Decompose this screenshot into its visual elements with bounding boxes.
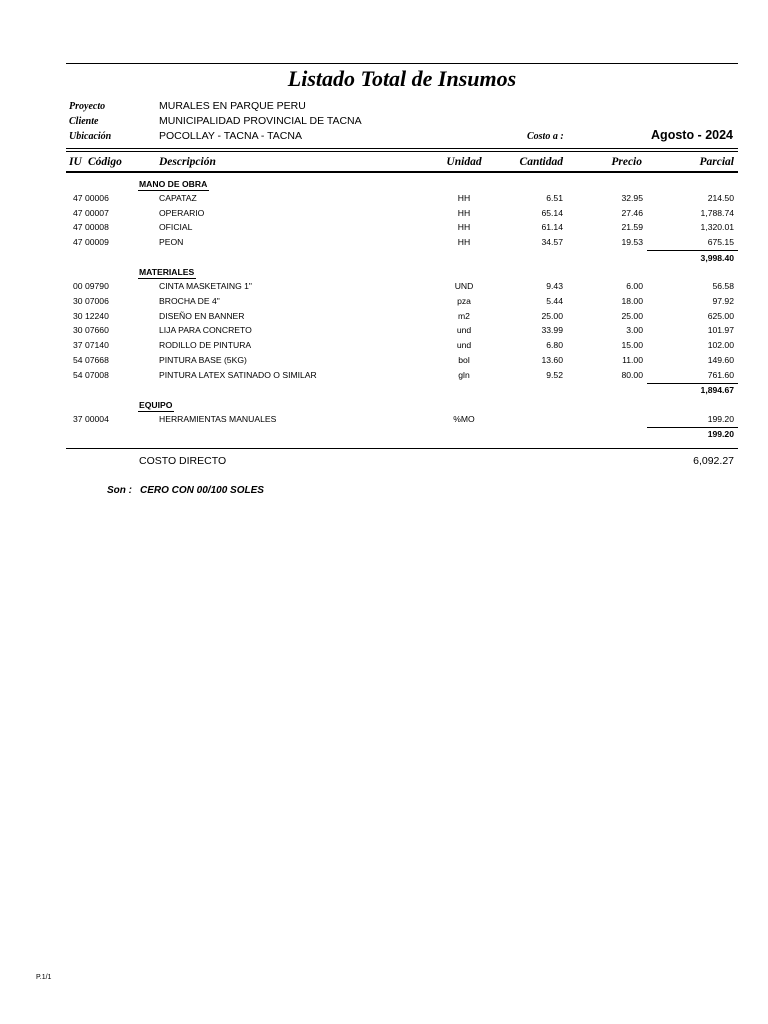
section-heading-mano-de-obra: MANO DE OBRA (139, 179, 208, 189)
descripcion-cell: CAPATAZ (159, 193, 197, 203)
subtotal-mano-de-obra: 3,998.40 (700, 253, 734, 263)
cantidad-cell: 25.00 (541, 311, 563, 321)
table-row (0, 340, 768, 353)
precio-cell: 15.00 (621, 340, 643, 350)
codigo-cell: 47 00008 (73, 222, 109, 232)
parcial-cell: 56.58 (712, 281, 734, 291)
costo-a-label: Costo a : (527, 131, 564, 142)
codigo-cell: 00 09790 (73, 281, 109, 291)
proyecto-value: MURALES EN PARQUE PERU (159, 100, 306, 112)
son-label: Son : (107, 485, 132, 496)
parcial-cell: 101.97 (707, 325, 734, 335)
parcial-cell: 97.92 (712, 296, 734, 306)
unidad-cell: und (456, 340, 472, 350)
table-row (0, 325, 768, 338)
subtotal-materiales: 1,894.67 (700, 385, 734, 395)
ubicacion-label: Ubicación (69, 131, 112, 142)
precio-cell: 6.00 (626, 281, 643, 291)
cantidad-cell: 61.14 (541, 222, 563, 232)
codigo-cell: 54 07668 (73, 355, 109, 365)
unidad-cell: %MO (453, 414, 475, 424)
codigo-cell: 37 07140 (73, 340, 109, 350)
precio-cell: 80.00 (621, 370, 643, 380)
codigo-cell: 47 00006 (73, 193, 109, 203)
son-value: CERO CON 00/100 SOLES (140, 485, 264, 496)
precio-cell: 11.00 (622, 355, 643, 365)
precio-cell: 21.59 (621, 222, 643, 232)
parcial-cell: 199.20 (707, 414, 734, 424)
col-cantidad: Cantidad (519, 156, 563, 168)
subtotal-rule (647, 427, 738, 428)
cantidad-cell: 65.14 (541, 208, 563, 218)
unidad-cell: gln (458, 370, 470, 380)
precio-cell: 25.00 (621, 311, 643, 321)
unidad-cell: bol (458, 355, 470, 365)
unidad-cell: HH (457, 193, 471, 203)
page-title: Listado Total de Insumos (287, 66, 517, 91)
cantidad-cell: 33.99 (541, 325, 563, 335)
codigo-cell: 47 00009 (73, 237, 109, 247)
table-row (0, 193, 768, 206)
top-rule (66, 63, 738, 64)
unidad-cell: UND (454, 281, 474, 291)
unidad-cell: HH (457, 222, 471, 232)
unidad-cell: HH (457, 208, 471, 218)
col-codigo: Código (88, 156, 122, 168)
parcial-cell: 149.60 (707, 355, 734, 365)
col-parcial: Parcial (699, 156, 734, 168)
table-row (0, 414, 768, 427)
table-row (0, 237, 768, 250)
parcial-cell: 214.50 (707, 193, 734, 203)
parcial-cell: 625.00 (707, 311, 734, 321)
table-row (0, 281, 768, 294)
table-row (0, 370, 768, 383)
descripcion-cell: CINTA MASKETAING 1" (159, 281, 252, 291)
table-row (0, 355, 768, 368)
descripcion-cell: OFICIAL (159, 222, 193, 232)
costo-directo-value: 6,092.27 (693, 455, 734, 467)
header-rule-2 (66, 151, 738, 152)
ubicacion-value: POCOLLAY - TACNA - TACNA (159, 130, 302, 142)
unidad-cell: m2 (458, 311, 470, 321)
descripcion-cell: BROCHA DE 4" (159, 296, 220, 306)
precio-cell: 27.46 (621, 208, 643, 218)
descripcion-cell: LIJA PARA CONCRETO (159, 325, 252, 335)
cliente-label: Cliente (69, 116, 99, 127)
proyecto-label: Proyecto (69, 101, 106, 112)
parcial-cell: 675.15 (707, 237, 734, 247)
precio-cell: 3.00 (626, 325, 643, 335)
col-descripcion: Descripción (159, 156, 216, 168)
table-row (0, 208, 768, 221)
cliente-value: MUNICIPALIDAD PROVINCIAL DE TACNA (159, 115, 362, 127)
descripcion-cell: RODILLO DE PINTURA (159, 340, 252, 350)
header-rule-1 (66, 148, 738, 149)
precio-cell: 19.53 (621, 237, 643, 247)
precio-cell: 18.00 (621, 296, 643, 306)
descripcion-cell: OPERARIO (159, 208, 205, 218)
codigo-cell: 30 07660 (73, 325, 109, 335)
subtotal-equipo: 199.20 (707, 429, 734, 439)
cantidad-cell: 9.52 (546, 370, 563, 380)
cantidad-cell: 9.43 (546, 281, 563, 291)
descripcion-cell: PEON (159, 237, 184, 247)
subtotal-rule (647, 250, 738, 251)
page-number: P.1/1 (36, 974, 52, 981)
descripcion-cell: PINTURA BASE (5KG) (159, 355, 247, 365)
section-heading-equipo: EQUIPO (139, 400, 173, 410)
table-row (0, 311, 768, 324)
cantidad-cell: 6.80 (546, 340, 563, 350)
parcial-cell: 761.60 (707, 370, 734, 380)
total-rule (66, 448, 738, 449)
cantidad-cell: 34.57 (541, 237, 563, 247)
cantidad-cell: 13.60 (541, 355, 563, 365)
parcial-cell: 1,320.01 (700, 222, 734, 232)
col-iu: IU (69, 156, 82, 168)
unidad-cell: pza (457, 296, 471, 306)
codigo-cell: 54 07008 (73, 370, 109, 380)
cantidad-cell: 5.44 (546, 296, 563, 306)
parcial-cell: 1,788.74 (700, 208, 734, 218)
codigo-cell: 47 00007 (73, 208, 109, 218)
codigo-cell: 30 07006 (73, 296, 109, 306)
section-heading-materiales: MATERIALES (139, 267, 195, 277)
fecha-value: Agosto - 2024 (651, 128, 733, 142)
col-unidad: Unidad (446, 156, 482, 168)
precio-cell: 32.95 (621, 193, 643, 203)
header-bottom-rule (66, 171, 738, 173)
codigo-cell: 30 12240 (73, 311, 109, 321)
parcial-cell: 102.00 (707, 340, 734, 350)
descripcion-cell: HERRAMIENTAS MANUALES (159, 414, 277, 424)
table-row (0, 296, 768, 309)
codigo-cell: 37 00004 (73, 414, 109, 424)
subtotal-rule (647, 383, 738, 384)
table-row (0, 222, 768, 235)
unidad-cell: und (456, 325, 472, 335)
unidad-cell: HH (457, 237, 471, 247)
descripcion-cell: DISEÑO EN BANNER (159, 311, 245, 321)
cantidad-cell: 6.51 (546, 193, 563, 203)
descripcion-cell: PINTURA LATEX SATINADO O SIMILAR (159, 370, 317, 380)
costo-directo-label: COSTO DIRECTO (139, 455, 227, 467)
col-precio: Precio (611, 156, 642, 168)
